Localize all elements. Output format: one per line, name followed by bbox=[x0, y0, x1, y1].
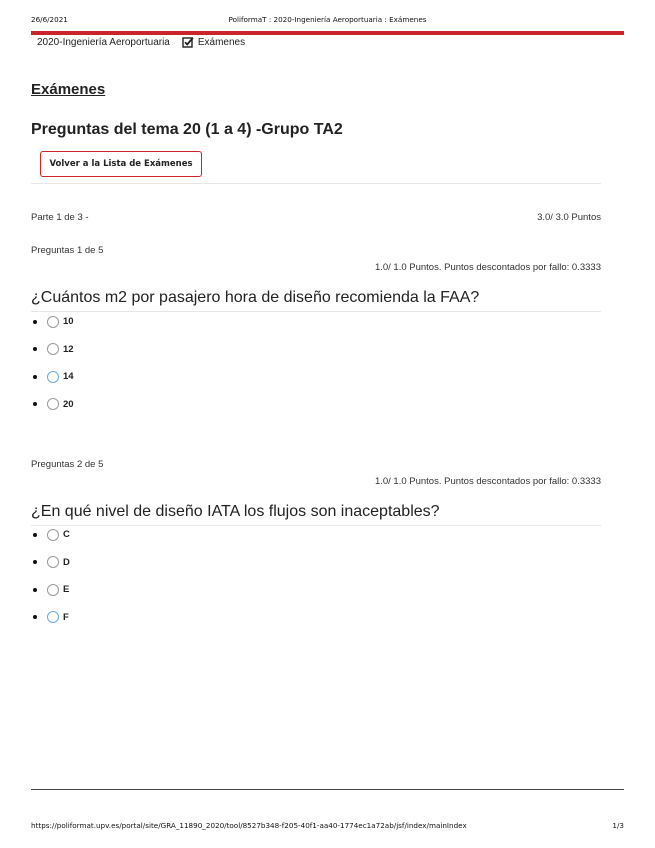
bullet bbox=[33, 320, 37, 324]
breadcrumb-current-label: Exámenes bbox=[197, 36, 246, 48]
question-2-text: ¿En qué nivel de diseño IATA los flujos son inaceptables? bbox=[31, 503, 440, 520]
question-2-options bbox=[33, 521, 70, 631]
radio-button[interactable] bbox=[47, 316, 59, 328]
quiz-title: Preguntas del tema 20 (1 a 4) -Grupo TA2 bbox=[31, 121, 343, 138]
answer-option[interactable] bbox=[33, 604, 70, 632]
print-title: PoliformaT : 2020-Ingeniería Aeroportuaria : Exámenes bbox=[228, 15, 427, 24]
question-2-counter: Preguntas 2 de 5 bbox=[31, 459, 104, 470]
part-label: Parte 1 de 3 - bbox=[31, 212, 89, 223]
question-1-points: 1.0/ 1.0 Puntos. Puntos descontados por fallo: 0.3333 bbox=[374, 262, 601, 273]
option-label: 14 bbox=[63, 371, 74, 383]
radio-button[interactable] bbox=[47, 343, 59, 355]
print-date: 26/6/2021 bbox=[31, 15, 68, 24]
footer-url: https://poliformat.upv.es/portal/site/GRA_11890_2020/tool/8527b348-f205-40f1-aa40-1774ec1a72ab/jsf/index/mainIndex bbox=[31, 821, 467, 830]
answer-option[interactable] bbox=[33, 549, 70, 577]
answer-option[interactable] bbox=[33, 363, 74, 391]
option-label: 12 bbox=[63, 343, 74, 355]
option-label: 10 bbox=[63, 316, 74, 328]
radio-button[interactable] bbox=[47, 584, 59, 596]
bullet bbox=[33, 615, 37, 619]
question-1-counter: Preguntas 1 de 5 bbox=[31, 245, 104, 256]
question-2-points: 1.0/ 1.0 Puntos. Puntos descontados por fallo: 0.3333 bbox=[374, 476, 601, 487]
part-points: 3.0/ 3.0 Puntos bbox=[537, 212, 601, 223]
option-label: F bbox=[63, 611, 69, 623]
answer-option[interactable] bbox=[33, 391, 74, 419]
footer-divider bbox=[31, 789, 624, 790]
question-1-text: ¿Cuántos m2 por pasajero hora de diseño recomienda la FAA? bbox=[31, 289, 480, 306]
section-title-link[interactable]: Exámenes bbox=[31, 81, 106, 98]
answer-option[interactable] bbox=[33, 308, 74, 336]
answer-option[interactable] bbox=[33, 336, 74, 364]
radio-button[interactable] bbox=[47, 371, 59, 383]
breadcrumb-course[interactable]: 2020-Ingeniería Aeroportuaria bbox=[37, 36, 170, 48]
option-label: C bbox=[63, 529, 70, 541]
bullet bbox=[33, 347, 37, 351]
back-to-exam-list-button[interactable]: Volver a la Lista de Exámenes bbox=[40, 151, 202, 177]
radio-button[interactable] bbox=[47, 529, 59, 541]
bullet bbox=[33, 588, 37, 592]
divider bbox=[31, 183, 601, 184]
radio-button[interactable] bbox=[47, 556, 59, 568]
bullet bbox=[33, 560, 37, 564]
bullet bbox=[33, 533, 37, 537]
option-label: E bbox=[63, 584, 70, 596]
question-1-divider bbox=[31, 311, 601, 312]
question-1-options bbox=[33, 308, 74, 418]
breadcrumb-current[interactable] bbox=[182, 36, 245, 48]
answer-option[interactable] bbox=[33, 576, 70, 604]
check-square-icon bbox=[182, 36, 194, 48]
footer-page-number: 1/3 bbox=[612, 821, 624, 830]
radio-button[interactable] bbox=[47, 398, 59, 410]
breadcrumb bbox=[37, 36, 245, 48]
top-accent-bar bbox=[31, 31, 624, 35]
option-label: 20 bbox=[63, 398, 74, 410]
answer-option[interactable] bbox=[33, 521, 70, 549]
bullet bbox=[33, 375, 37, 379]
print-header bbox=[31, 15, 624, 27]
question-2-divider bbox=[31, 525, 601, 526]
option-label: D bbox=[63, 556, 70, 568]
radio-button[interactable] bbox=[47, 611, 59, 623]
bullet bbox=[33, 402, 37, 406]
